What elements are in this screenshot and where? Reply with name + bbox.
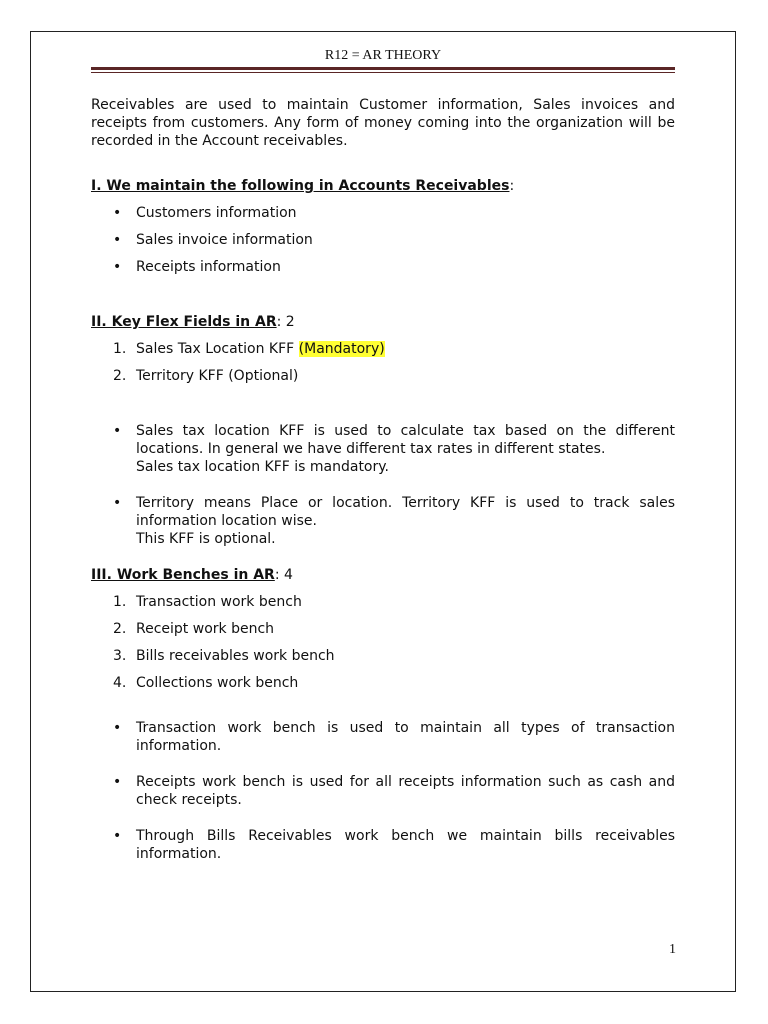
section-3-notes	[91, 719, 675, 863]
list-item	[91, 367, 675, 385]
list-item-text: Sales invoice information	[136, 232, 313, 248]
list-item	[91, 593, 675, 611]
page-header-title: R12 = AR THEORY	[324, 48, 442, 63]
list-item-text: Transaction work bench	[136, 594, 302, 610]
list-number: 1.	[113, 341, 127, 357]
list-number: 2.	[113, 368, 127, 384]
list-item	[91, 204, 675, 222]
section-2-list	[91, 340, 675, 385]
document-body	[91, 96, 675, 863]
section-3-list	[91, 593, 675, 692]
note-text: Territory means Place or location. Territory KFF is used to track sales information location wise.	[136, 495, 675, 529]
list-item	[91, 647, 675, 665]
note-item	[91, 422, 675, 476]
section-1-heading-suffix: :	[509, 178, 515, 194]
note-item	[91, 827, 675, 863]
list-item-text: Customers information	[136, 205, 297, 221]
bullet-icon: •	[113, 259, 122, 275]
section-1-heading-text: I. We maintain the following in Accounts Receivables	[91, 178, 510, 194]
section-3-heading	[91, 566, 675, 584]
note-text: Transaction work bench is used to maintain all types of transaction information.	[136, 720, 675, 754]
list-item-text: Receipts information	[136, 259, 281, 275]
list-item	[91, 258, 675, 276]
section-2-notes	[91, 422, 675, 548]
list-item-text: Bills receivables work bench	[136, 648, 335, 664]
list-number: 1.	[113, 594, 127, 610]
list-item	[91, 340, 675, 358]
list-item-text: Territory KFF (Optional)	[136, 368, 299, 384]
section-3-heading-text: III. Work Benches in AR	[91, 567, 275, 583]
list-number: 3.	[113, 648, 127, 664]
bullet-icon: •	[113, 232, 122, 248]
section-1-list	[91, 204, 675, 276]
list-item-text: Collections work bench	[136, 675, 299, 691]
section-2-heading-suffix: : 2	[276, 314, 295, 330]
bullet-icon: •	[113, 720, 122, 736]
header-rule-thick	[91, 67, 675, 70]
bullet-icon: •	[113, 205, 122, 221]
list-item-text: Receipt work bench	[136, 621, 275, 637]
document-page	[30, 31, 736, 992]
list-item-text: Sales Tax Location KFF	[136, 341, 299, 357]
list-number: 2.	[113, 621, 127, 637]
bullet-icon: •	[113, 495, 122, 511]
bullet-icon: •	[113, 774, 122, 790]
section-1-heading	[91, 177, 675, 195]
list-item	[91, 674, 675, 692]
header-rule-thin	[91, 72, 675, 73]
note-item	[91, 494, 675, 548]
list-item	[91, 620, 675, 638]
note-text-line2: This KFF is optional.	[136, 531, 276, 547]
mandatory-highlight: (Mandatory)	[298, 341, 385, 357]
note-text: Through Bills Receivables work bench we maintain bills receivables information.	[136, 828, 675, 862]
note-text-line2: Sales tax location KFF is mandatory.	[136, 459, 389, 475]
list-item	[91, 231, 675, 249]
note-item	[91, 719, 675, 755]
section-2-heading	[91, 313, 675, 331]
bullet-icon: •	[113, 828, 122, 844]
note-text: Receipts work bench is used for all receipts information such as cash and check receipts.	[136, 774, 675, 808]
note-text: Sales tax location KFF is used to calculate tax based on the different locations. In general we have different tax rates in different states.	[136, 423, 675, 457]
list-number: 4.	[113, 675, 127, 691]
intro-paragraph: Receivables are used to maintain Customer information, Sales invoices and receipts from customers. Any form of money coming into the organization will be recorded in the Account receivables.	[91, 97, 675, 149]
section-3-heading-suffix: : 4	[274, 567, 293, 583]
note-item	[91, 773, 675, 809]
section-2-heading-text: II. Key Flex Fields in AR	[91, 314, 277, 330]
bullet-icon: •	[113, 423, 122, 439]
page-number: 1	[669, 942, 676, 957]
